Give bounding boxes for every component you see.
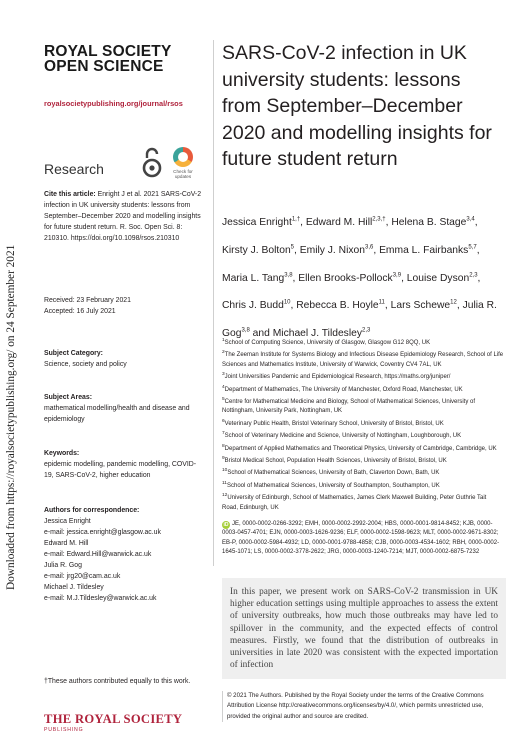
citation-text: Enright J et al. 2021 SARS-CoV-2 infection in UK university students: lessons from September–December 2020 and modelling insights for future student return. R. Soc. Open Sci. 8: 210310. https://doi.org/10.1098/rsos.210310 xyxy=(44,191,202,242)
affiliation xyxy=(222,429,504,441)
affiliation xyxy=(222,348,504,370)
journal-logo[interactable] xyxy=(44,44,172,74)
correspondent-name: Jessica Enright xyxy=(44,518,91,525)
affiliation-number: 3 xyxy=(222,372,225,378)
author xyxy=(379,245,480,256)
author-affiliation-marker: 10 xyxy=(283,299,291,306)
author xyxy=(391,300,463,311)
author-separator: , xyxy=(456,300,463,312)
publisher-logo-sub: PUBLISHING xyxy=(44,727,84,733)
open-access-icon xyxy=(141,146,163,180)
subject-areas-label: Subject Areas: xyxy=(44,394,92,401)
correspondence-label: Authors for correspondence: xyxy=(44,507,140,514)
author-separator: , xyxy=(292,272,299,284)
affiliation xyxy=(222,395,504,417)
author-affiliation-marker: 3,4 xyxy=(466,217,475,223)
publisher-logo[interactable]: THE ROYAL SOCIETY xyxy=(44,712,183,726)
affiliation-text: Joint Universities Pandemic and Epidemiological Research, https://maths.org/juniper/ xyxy=(224,374,451,381)
author-affiliation-marker: 2,3,† xyxy=(372,217,386,223)
affiliation xyxy=(222,370,504,382)
author-separator: , xyxy=(401,272,407,284)
affiliation-number: 7 xyxy=(222,431,225,437)
author xyxy=(298,273,407,284)
author-affiliation-marker: 3,9 xyxy=(392,272,402,279)
correspondent xyxy=(44,538,204,560)
journal-url-link[interactable]: royalsocietypublishing.org/journal/rsos xyxy=(44,99,183,108)
license-note: © 2021 The Authors. Published by the Royal Society under the terms of the Creative Commons Attribution License http://creativecommons.org/licenses/by/4.0/, which permits unrestricted use, provided the original author and source are credited. xyxy=(222,691,507,722)
author-affiliation-marker: 3,8 xyxy=(284,272,293,279)
affiliation-text: School of Mathematical Sciences, University of Southampton, Southampton, UK xyxy=(226,482,440,489)
affiliation-number: 5 xyxy=(222,397,225,403)
affiliation-number: 4 xyxy=(222,384,225,390)
keywords-label: Keywords: xyxy=(44,450,80,457)
affiliation xyxy=(222,383,504,395)
author-affiliation-marker: 1,† xyxy=(291,217,301,223)
author xyxy=(222,300,296,311)
author xyxy=(391,217,477,228)
affiliation-number: 6 xyxy=(222,418,225,424)
affiliation-text: School of Veterinary Medicine and Science, University of Nottingham, Loughborough, UK xyxy=(224,433,462,440)
correspondent xyxy=(44,560,204,582)
affiliation xyxy=(222,336,504,348)
author-affiliation-marker: 2,3 xyxy=(362,327,371,334)
author-name: Kirsty J. Bolton xyxy=(222,245,291,257)
author-name: Julia R. Gog xyxy=(222,300,497,339)
keywords-value: epidemic modelling, pandemic modelling, COVID-19, SARS-CoV-2, higher education xyxy=(44,461,197,479)
citation-block xyxy=(44,189,204,244)
author-affiliation-marker: 5 xyxy=(290,244,295,251)
author-name: Rebecca B. Hoyle xyxy=(296,300,379,312)
author-affiliation-marker: 2,3 xyxy=(469,272,478,279)
dates-block xyxy=(44,295,131,317)
author-separator: , xyxy=(373,245,380,257)
author-name: Jessica Enright xyxy=(222,217,292,229)
author-name: Chris J. Budd xyxy=(222,300,284,312)
check-for-updates-badge[interactable] xyxy=(170,147,196,179)
author-name: Louise Dyson xyxy=(406,272,470,284)
affiliation-text: Veterinary Public Health, Bristol Veterinary School, University of Bristol, Bristol, UK xyxy=(224,420,444,427)
update-badge-line1: Check for xyxy=(173,169,193,174)
author-affiliation-marker: 3,8 xyxy=(241,327,250,334)
update-icon xyxy=(173,147,193,167)
correspondent-name: Michael J. Tildesley xyxy=(44,584,104,591)
author-name: Emily J. Nixon xyxy=(299,245,365,257)
abstract-box xyxy=(222,578,506,679)
author xyxy=(300,245,379,256)
affiliation-number: 1 xyxy=(222,338,225,343)
affiliation-text: School of Mathematical Sciences, University of Bath, Claverton Down, Bath, UK xyxy=(227,470,440,477)
author-separator: , xyxy=(300,217,306,229)
author-separator: , xyxy=(290,300,297,312)
correspondent-email[interactable]: e-mail: M.J.Tildesley@warwick.ac.uk xyxy=(44,595,157,602)
article-type: Research xyxy=(44,161,104,177)
author xyxy=(222,273,298,284)
author xyxy=(222,245,300,256)
correspondent-email[interactable]: e-mail: jrg20@cam.ac.uk xyxy=(44,573,121,580)
correspondent xyxy=(44,516,204,538)
author-affiliation-marker: 11 xyxy=(378,299,385,306)
author-affiliation-marker: 5,7 xyxy=(468,244,477,251)
correspondent-name: Julia R. Gog xyxy=(44,562,82,569)
author-list xyxy=(222,208,504,346)
author-separator: , xyxy=(384,300,391,312)
correspondent-email[interactable]: e-mail: jessica.enright@glasgow.ac.uk xyxy=(44,529,161,536)
affiliation-text: The Zeeman Institute for Systems Biology and Infectious Disease Epidemiology Research, School of Life Sciences and Mathematics Institute, University of Warwick, Coventry CV4 7AL, UK xyxy=(222,352,504,368)
article-title: SARS-CoV-2 infection in UK university students: lessons from September–December 2020 and modelling insights for future student return xyxy=(222,42,492,171)
author-name: Emma L. Fairbanks xyxy=(379,245,469,257)
author-separator: , xyxy=(476,245,480,257)
affiliation xyxy=(222,442,504,454)
update-badge-line2: updates xyxy=(174,174,192,179)
affiliation xyxy=(222,417,504,429)
affiliation-text: School of Computing Science, University of Glasgow, Glasgow G12 8QQ, UK xyxy=(224,340,431,346)
author-name: Ellen Brooks-Pollock xyxy=(298,272,393,284)
citation-label: Cite this article: xyxy=(44,191,96,198)
affiliation-text: Centre for Mathematical Medicine and Biology, School of Mathematical Sciences, University of Nottingham, University Park, Nottingham, UK xyxy=(222,399,476,415)
correspondent-name: Edward M. Hill xyxy=(44,540,89,547)
author-name: Edward M. Hill xyxy=(305,217,373,229)
equal-contribution-note: †These authors contributed equally to this work. xyxy=(44,678,191,685)
orcid-list xyxy=(222,520,504,558)
accepted-date: Accepted: 16 July 2021 xyxy=(44,308,116,315)
affiliation-number: 9 xyxy=(222,456,225,462)
affiliation-number: 10 xyxy=(222,468,228,474)
orcid-text: JE, 0000-0002-0266-3292; EMH, 0000-0002-2992-2004; HBS, 0000-0001-9814-8452; KJB, 0000-0003-0457-4701; EJN, 0000-0003-1626-9236; ELF, 0000-0002-1598-9623; MLT, 0000-0002-9671-8302; EB-P, 0000-0002-5984-4932; LD, 0000-0001-9788-4858; CJB, 0000-0003-4534-1602; RBH, 0000-0002-1645-1071; LS, 0000-0002-3778-2622; JRG, 0000-0003-1240-7214; MJT, 0000-0002-6875-7232 xyxy=(222,521,500,556)
affiliation xyxy=(222,454,504,466)
subject-category-block xyxy=(44,348,204,370)
subject-category-value: Science, society and policy xyxy=(44,361,127,368)
affiliation-number: 8 xyxy=(222,443,225,449)
author-separator: and xyxy=(249,327,273,339)
author xyxy=(222,217,306,228)
author-separator: , xyxy=(385,217,392,229)
affiliation xyxy=(222,466,504,478)
author xyxy=(407,273,481,284)
author-separator: , xyxy=(474,217,478,229)
affiliation-number: 11 xyxy=(222,480,227,486)
affiliation-text: University of Edinburgh, School of Mathematics, James Clerk Maxwell Building, Peter Guthrie Tait Road, Edinburgh, UK xyxy=(222,495,487,511)
author xyxy=(306,217,391,228)
author-name: Maria L. Tang xyxy=(222,272,285,284)
orcid-icon: iD xyxy=(223,522,229,528)
affiliation-number: 12 xyxy=(222,493,228,499)
affiliation-text: Department of Mathematics, The University of Manchester, Oxford Road, Manchester, UK xyxy=(224,386,463,393)
author-separator: , xyxy=(294,245,300,257)
author xyxy=(296,300,390,311)
received-date: Received: 23 February 2021 xyxy=(44,297,131,304)
author-separator: , xyxy=(477,272,481,284)
journal-logo-line1: ROYAL SOCIETY xyxy=(44,43,172,60)
author-name: Michael J. Tildesley xyxy=(272,327,362,339)
correspondent-email[interactable]: e-mail: Edward.Hill@warwick.ac.uk xyxy=(44,551,152,558)
journal-logo-line2: OPEN SCIENCE xyxy=(44,58,164,75)
keywords-block xyxy=(44,448,204,481)
correspondence-block xyxy=(44,505,204,604)
affiliation-list xyxy=(222,336,504,513)
subject-areas-block xyxy=(44,392,204,425)
subject-areas-value: mathematical modelling/health and disease and epidemiology xyxy=(44,405,190,423)
affiliation-text: Bristol Medical School, Population Health Sciences, University of Bristol, Bristol, UK xyxy=(224,458,447,465)
correspondent xyxy=(44,582,204,604)
author-affiliation-marker: 3,6 xyxy=(364,244,374,251)
affiliation-number: 2 xyxy=(222,350,225,356)
author-name: Lars Schewe xyxy=(390,300,451,312)
download-stamp xyxy=(2,200,22,590)
subject-category-label: Subject Category: xyxy=(44,350,103,357)
abstract-text: In this paper, we present work on SARS-CoV-2 transmission in UK higher education settings using multiple approaches to assess the extent of university outbreaks, how much those outbreaks may have led to spillover in the community, and the expected effects of control measures. Firstly, we found that the distribution of outbreaks in universities in late 2020 was consistent with the expected importation of infection xyxy=(230,587,498,671)
download-stamp-text: Downloaded from https://royalsocietypublishing.org/ on 24 September 2021 xyxy=(5,244,17,590)
author-affiliation-marker: 12 xyxy=(450,299,457,306)
affiliation xyxy=(222,491,504,513)
affiliation xyxy=(222,479,504,491)
affiliation-text: Department of Applied Mathematics and Theoretical Physics, University of Cambridge, Cambridge, UK xyxy=(224,445,497,452)
author-name: Helena B. Stage xyxy=(391,217,467,229)
column-divider xyxy=(213,40,214,566)
